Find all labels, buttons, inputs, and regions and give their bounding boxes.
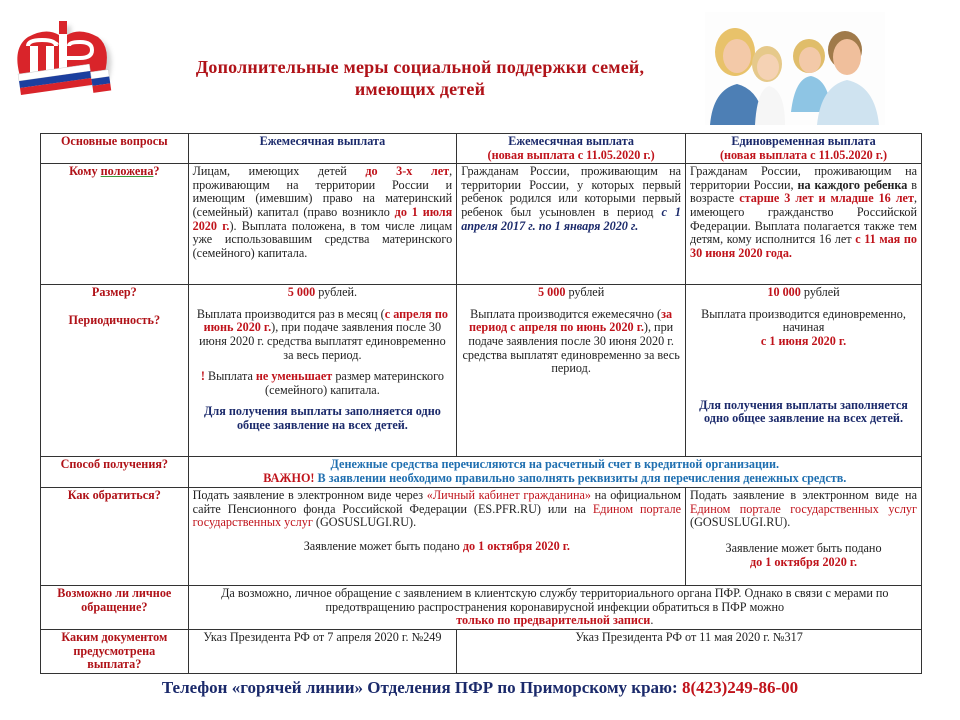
amount-unit: рублей.: [315, 285, 358, 300]
question-document: [41, 630, 189, 674]
table-row-personal: [41, 586, 922, 630]
cell-text: Выплата производится раз в месяц (: [196, 306, 385, 321]
cell-size-lump-sum: [686, 285, 922, 457]
hotline-phone-number[interactable]: 8(423)249-86-00: [681, 678, 799, 697]
question-text: положена: [100, 164, 154, 179]
decree-text: Указ Президента РФ от 11 мая 2020 г. №317: [575, 630, 803, 645]
cell-text: Заявление может быть подано: [303, 538, 463, 553]
amount-value: 5 000: [287, 285, 316, 300]
highlight-text: с 1 апреля 2017 г. по 1 января 2020 г.: [461, 204, 682, 233]
family-photo: [705, 12, 885, 125]
exclamation-icon: !: [200, 369, 205, 384]
highlight-text: с апреля по июнь 2020 г.: [203, 306, 448, 335]
personal-account-link: «Личный кабинет гражданина»: [426, 488, 591, 503]
question-text: Способ получения?: [60, 457, 169, 472]
highlight-text: за период с апреля по июнь 2020 г.: [469, 306, 673, 335]
cell-text: Выплата производится ежемесячно (: [470, 306, 662, 321]
cell-apply-monthly: [188, 488, 685, 586]
amount-value: 10 000: [767, 285, 801, 300]
question-text: Периодичность?: [68, 312, 161, 327]
cell-text: размер материнского (семейного) капитала.: [265, 369, 444, 397]
question-who: [41, 164, 189, 285]
cell-document-monthly: [188, 630, 457, 674]
question-text: Каким документом предусмотрена выплата?: [61, 630, 168, 672]
bold-text: на каждого ребенка: [797, 177, 908, 192]
cell-text: Выплата: [204, 369, 256, 384]
highlight-text: не уменьшает: [255, 369, 333, 384]
cell-text: Заявление может быть подано: [725, 540, 882, 555]
header-cell-lump-sum-payment: [686, 134, 922, 164]
header-label: Единовременная выплата: [731, 134, 876, 148]
title-line-1: Дополнительные меры социальной поддержки семей,: [195, 57, 645, 77]
cell-text: ), при подаче заявления после 30 июня 2020 г. средства выплатят единовременно за весь период.: [462, 320, 680, 376]
header-sublabel: (новая выплата с 11.05.2020 г.): [719, 147, 888, 162]
cell-text: , проживающим на территории России и имеющим (имевшим) право на материнский (семейный) капитал (право возникло: [192, 164, 453, 219]
header-label: Основные вопросы: [60, 134, 168, 148]
cell-text: , имеющего гражданство Российской Федерации. Выплата полагается также тем детям, кому исполнится 16 лет: [690, 191, 917, 247]
cell-size-monthly-new: [457, 285, 686, 457]
table-row-apply: [41, 488, 922, 586]
cell-text: (GOSUSLUGI.RU).: [312, 515, 417, 530]
cell-text: В заявлении необходимо правильно заполнять реквизиты для перечисления денежных средств.: [314, 470, 847, 485]
header-cell-questions: [41, 134, 189, 164]
cell-who-lump-sum: [686, 164, 922, 285]
highlight-text: с 1 июня 2020 г.: [760, 333, 847, 348]
cell-text: Подать заявление в электронном виде на: [690, 488, 917, 503]
amount-unit: рублей: [565, 285, 605, 300]
question-text: Размер?: [91, 285, 137, 300]
highlight-text: до 3-х лет: [365, 164, 450, 179]
cell-text: ), при подаче заявления после 30 июня 2020 г. средства выплатят единовременно за весь период.: [199, 320, 446, 362]
question-text: Кому: [69, 164, 101, 179]
cell-text: Гражданам России, проживающим на территории России, у которых первый ребенок родился или которыми первый ребенок был усыновлен в период: [461, 164, 682, 219]
title-line-2: имеющих детей: [354, 79, 486, 99]
question-apply: [41, 488, 189, 586]
decree-text: Указ Президента РФ от 7 апреля 2020 г. №249: [203, 630, 442, 645]
header-label: Ежемесячная выплата: [259, 134, 386, 148]
table-row-who: [41, 164, 922, 285]
header-cell-monthly-payment: [188, 134, 457, 164]
application-note: Для получения выплаты заполняется одно общее заявление на всех детей.: [203, 404, 441, 432]
question-text: Как обратиться?: [67, 488, 161, 503]
cell-apply-lump-sum: [686, 488, 922, 586]
header-label: Ежемесячная выплата: [508, 134, 634, 148]
cell-who-monthly: [188, 164, 457, 285]
table-row-size: [41, 285, 922, 457]
gosuslugi-portal-link: Едином портале государственных услуг: [690, 501, 917, 516]
question-size-periodicity: [41, 285, 189, 457]
application-note: Для получения выплаты заполняется одно общее заявление на всех детей.: [699, 397, 908, 426]
cell-who-monthly-new: [457, 164, 686, 285]
cell-text: (GOSUSLUGI.RU).: [690, 515, 791, 530]
question-personal: [41, 586, 189, 630]
amount-value: 5 000: [537, 285, 566, 300]
cell-document-new: [457, 630, 922, 674]
hotline-footer: [0, 678, 960, 698]
table-row-document: [41, 630, 922, 674]
cell-text: Лицам, имеющих детей: [192, 164, 366, 179]
cell-text: Подать заявление в электронном виде через: [192, 488, 427, 503]
gosuslugi-portal-link: Едином портале государственных услуг: [192, 501, 682, 530]
amount-unit: рублей: [800, 285, 840, 300]
cell-text: в возрасте: [690, 177, 918, 206]
cell-text: ). Выплата положена, в том числе лицам уже использовавшим средства материнского (семейного) капитала.: [192, 218, 453, 260]
table-header-row: [41, 134, 922, 164]
cell-text: Гражданам России, проживающим на территории России,: [690, 164, 917, 192]
question-method: [41, 457, 189, 488]
cell-method: [188, 457, 921, 488]
cell-text: на официальном сайте Пенсионного фонда Российской Федерации (ES.PFR.RU) или на: [192, 488, 682, 516]
important-label: ВАЖНО!: [263, 470, 315, 485]
question-text: ?: [153, 164, 160, 179]
cell-text: Денежные средства перечисляются на расчетный счет в кредитной организации.: [330, 457, 780, 472]
header-sublabel: (новая выплата с 11.05.2020 г.): [487, 147, 655, 162]
cell-text: .: [650, 613, 654, 628]
hotline-label: Телефон «горячей линии» Отделения ПФР по Приморскому краю:: [161, 678, 682, 697]
highlight-text: только по предварительной записи: [456, 613, 651, 628]
pfr-logo: [8, 10, 118, 110]
page-title: [150, 56, 690, 100]
header-cell-monthly-new-payment: [457, 134, 686, 164]
cell-text: Да возможно, личное обращение с заявлением в клиентскую службу территориального органа ПФР. Однако в связи с мерами по предотвращению распространения коронавирусной инфекции обратиться в ПФР можно: [221, 586, 889, 614]
table-row-method: [41, 457, 922, 488]
deadline-text: до 1 октября 2020 г.: [462, 538, 570, 553]
deadline-text: до 1 октября 2020 г.: [749, 554, 858, 569]
highlight-text: старше 3 лет и младше 16 лет: [739, 191, 914, 206]
cell-size-monthly: [188, 285, 457, 457]
cell-personal: [188, 586, 921, 630]
question-text: Возможно ли личное обращение?: [57, 586, 172, 614]
highlight-text: до 1 июля 2020 г.: [192, 204, 453, 233]
highlight-text: с 11 мая по 30 июня 2020 года.: [690, 232, 917, 260]
support-measures-table: [40, 133, 922, 674]
cell-text: Выплата производится единовременно, начиная: [701, 306, 906, 335]
